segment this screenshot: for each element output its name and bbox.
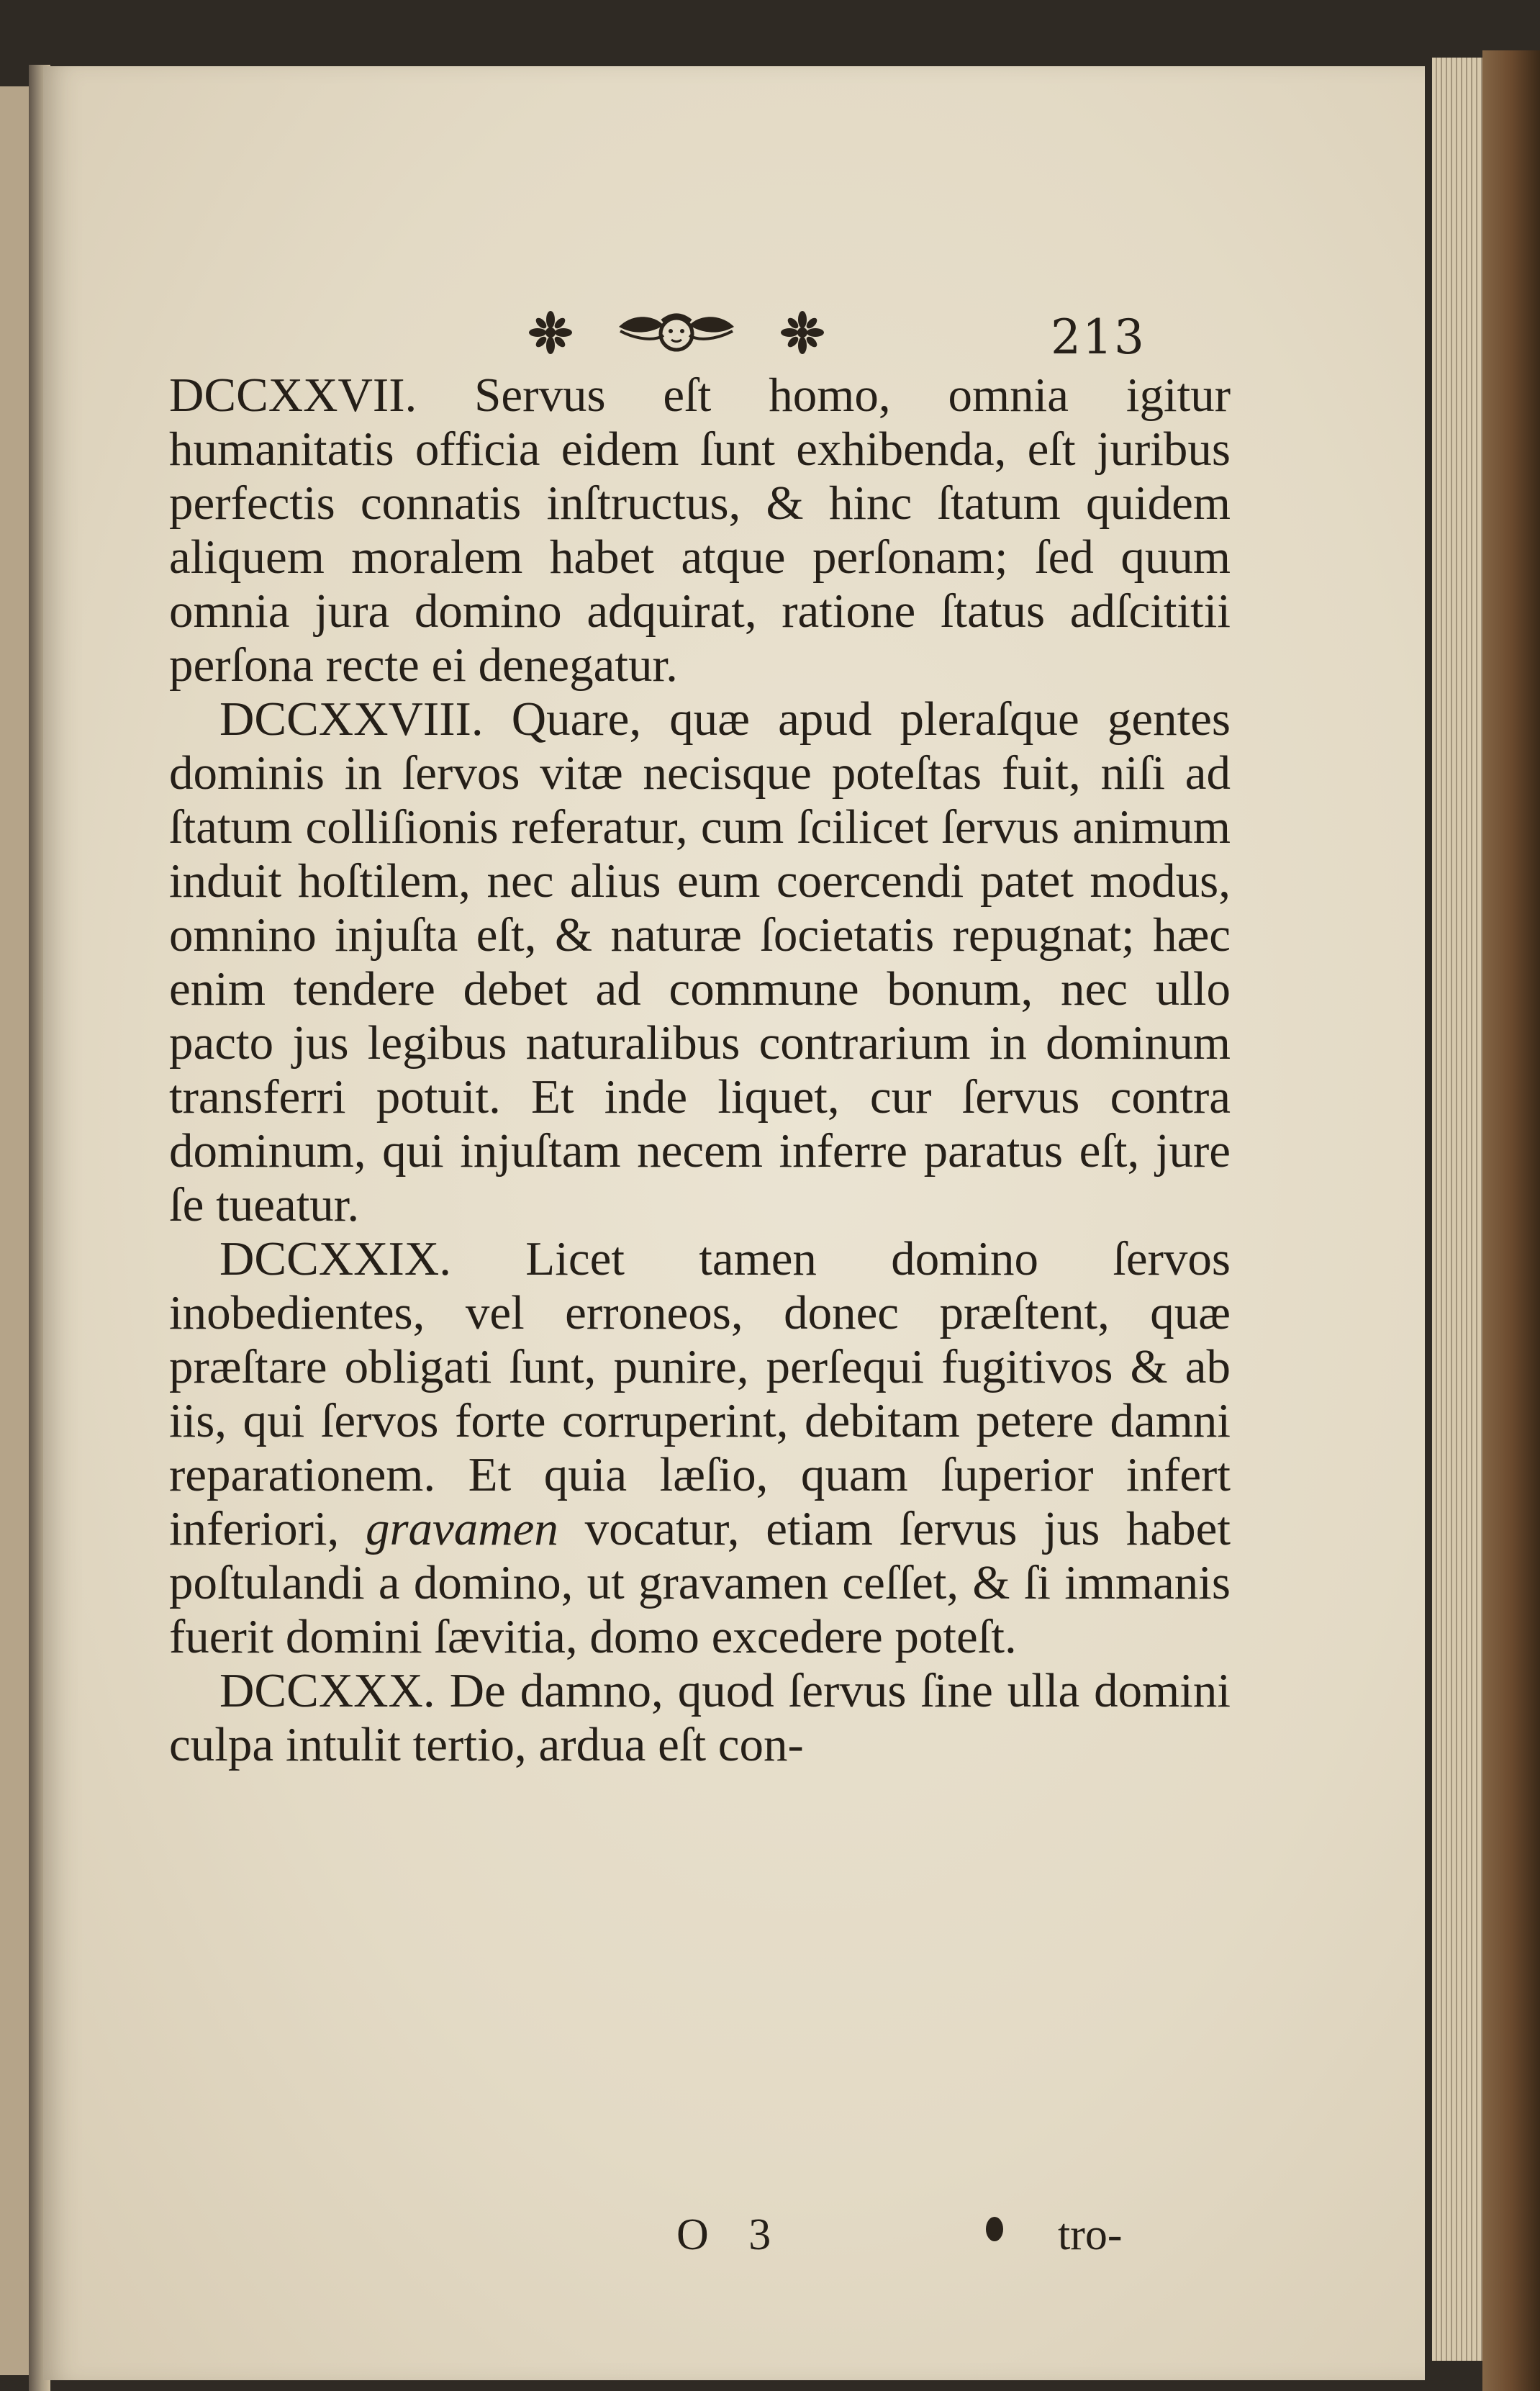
floral-star-icon (781, 311, 824, 354)
page-footer (43, 2210, 1425, 2267)
italic-term: gravamen (365, 1502, 558, 1555)
page-number: 213 (1051, 309, 1146, 365)
paragraph-number: DCCXXVII. (169, 369, 417, 422)
paragraph-text: Licet tamen domino ſervos inobedientes, vel erroneos, donec præſtent, quæ præſtare obligati ſunt, punire, perſequi fugitivos & ab iis, qui ſervos forte corruperint, debitam petere damni reparationem. Et quia læſio, quam ſuperior infert inferiori, (169, 1232, 1231, 1555)
floral-star-icon (529, 311, 572, 354)
main-text (169, 369, 1231, 1772)
paragraph-text-continued: vocatur, etiam ſervus jus habet poſtulandi a domino, ut gravamen ceſſet, & ſi immanis fuerit domini ſævitia, domo excedere poteſt. (169, 1502, 1231, 1663)
paragraph-dccxxvii (169, 369, 1231, 692)
paragraph-dccxxx (169, 1664, 1231, 1772)
book-cover (1482, 50, 1540, 2391)
page-edges (1432, 58, 1490, 2361)
paragraph-text: Quare, quæ apud pleraſque gentes dominis in ſervos vitæ necisque poteſtas fuit, niſi ad ſtatum colliſionis referatur, cum ſcilicet ſervus animum induit hoſtilem, nec alius eum coercendi patet modus, omnino injuſta eſt, & naturæ ſocietatis repugnat; hæc enim tendere debet ad commune bonum, nec ullo pacto jus legibus naturalibus contrarium in dominum transferri potuit. Et inde liquet, cur ſervus contra dominum, qui injuſtam necem inferre paratus eſt, jure ſe tueatur. (169, 692, 1231, 1231)
paragraph-number: DCCXXVIII. (219, 692, 484, 746)
header-ornament-icon (511, 297, 842, 369)
paragraph-number: DCCXXIX. (219, 1232, 451, 1285)
paragraph-text: Servus eſt homo, omnia igitur humanitatis officia eidem ſunt exhibenda, eſt juribus perfectis connatis inſtructus, & hinc ſtatum quidem aliquem moralem habet atque perſonam; ſed quum omnia jura domino adquirat, ratione ſtatus adſcititii perſona recte ei denegatur. (169, 369, 1231, 692)
ink-blot-icon (986, 2217, 1003, 2241)
paragraph-number: DCCXXX. (219, 1664, 435, 1717)
book-page (43, 66, 1425, 2380)
paragraph-dccxxix (169, 1232, 1231, 1664)
page-header (43, 297, 1425, 376)
paragraph-text: De damno, quod ſervus ſine ulla domini culpa intulit tertio, ardua eſt con- (169, 1664, 1231, 1771)
signature-mark: O 3 (676, 2210, 786, 2259)
paragraph-dccxxviii (169, 692, 1231, 1232)
catchword: tro- (1058, 2210, 1123, 2259)
cherub-icon (619, 315, 734, 350)
